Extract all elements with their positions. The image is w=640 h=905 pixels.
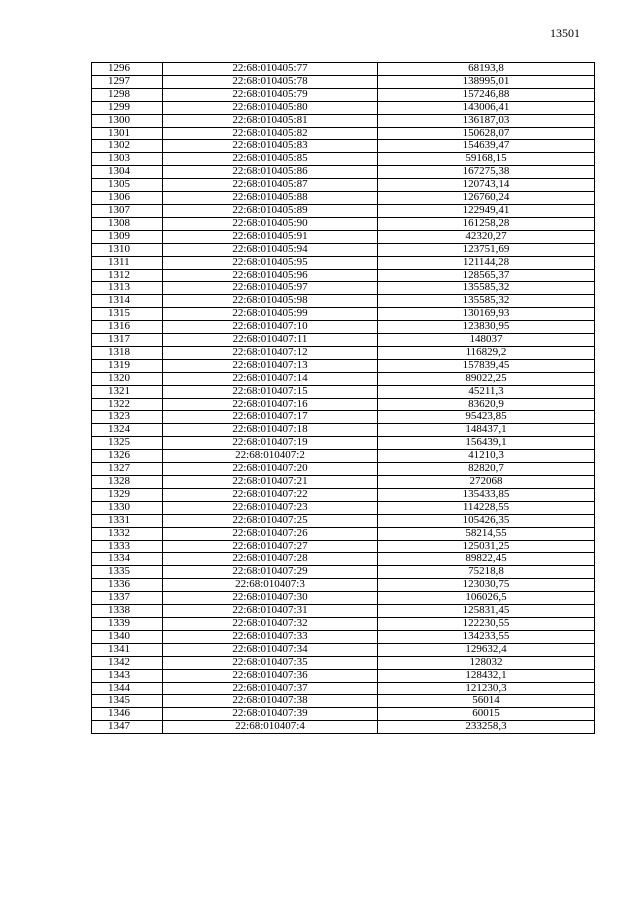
cadastral-number-cell: 22:68:010405:94 [163,243,378,256]
cadastral-number-cell: 22:68:010407:36 [163,669,378,682]
table-row [92,488,595,501]
cadastral-number-cell: 22:68:010407:34 [163,643,378,656]
table-row [92,656,595,669]
value-cell: 154639,47 [378,140,595,153]
row-number-cell: 1333 [92,540,163,553]
value-cell: 156439,1 [378,437,595,450]
row-number-cell: 1306 [92,192,163,205]
row-number-cell: 1299 [92,101,163,114]
row-number-cell: 1317 [92,334,163,347]
row-number-cell: 1341 [92,643,163,656]
table-row [92,501,595,514]
cadastral-number-cell: 22:68:010407:15 [163,385,378,398]
cadastral-number-cell: 22:68:010405:90 [163,217,378,230]
value-cell: 82820,7 [378,463,595,476]
value-cell: 123751,69 [378,243,595,256]
table-row [92,450,595,463]
value-cell: 114228,55 [378,501,595,514]
table-row [92,63,595,76]
cadastral-number-cell: 22:68:010407:19 [163,437,378,450]
table-body [92,63,595,734]
row-number-cell: 1343 [92,669,163,682]
row-number-cell: 1318 [92,346,163,359]
cadastral-number-cell: 22:68:010405:96 [163,269,378,282]
table-row [92,463,595,476]
table-row [92,179,595,192]
row-number-cell: 1300 [92,114,163,127]
value-cell: 105426,35 [378,514,595,527]
value-cell: 126760,24 [378,192,595,205]
value-cell: 143006,41 [378,101,595,114]
cadastral-number-cell: 22:68:010407:29 [163,566,378,579]
cadastral-number-cell: 22:68:010407:27 [163,540,378,553]
table-row [92,75,595,88]
cadastral-number-cell: 22:68:010407:38 [163,695,378,708]
table-row [92,437,595,450]
cadastral-number-cell: 22:68:010405:97 [163,282,378,295]
cadastral-number-cell: 22:68:010407:17 [163,411,378,424]
row-number-cell: 1324 [92,424,163,437]
row-number-cell: 1307 [92,204,163,217]
table-row [92,269,595,282]
value-cell: 58214,55 [378,527,595,540]
row-number-cell: 1326 [92,450,163,463]
row-number-cell: 1340 [92,630,163,643]
cadastral-number-cell: 22:68:010407:35 [163,656,378,669]
row-number-cell: 1319 [92,359,163,372]
table-row [92,217,595,230]
value-cell: 95423,85 [378,411,595,424]
value-cell: 129632,4 [378,643,595,656]
page-number: 13501 [550,26,580,40]
cadastral-number-cell: 22:68:010405:80 [163,101,378,114]
row-number-cell: 1336 [92,579,163,592]
row-number-cell: 1308 [92,217,163,230]
cadastral-number-cell: 22:68:010407:26 [163,527,378,540]
cadastral-number-cell: 22:68:010407:39 [163,708,378,721]
cadastral-number-cell: 22:68:010407:21 [163,476,378,489]
table-row [92,708,595,721]
row-number-cell: 1323 [92,411,163,424]
row-number-cell: 1337 [92,592,163,605]
row-number-cell: 1345 [92,695,163,708]
row-number-cell: 1315 [92,308,163,321]
cadastral-number-cell: 22:68:010407:14 [163,372,378,385]
table-row [92,308,595,321]
cadastral-number-cell: 22:68:010405:95 [163,256,378,269]
table-row [92,669,595,682]
table-row [92,695,595,708]
value-cell: 120743,14 [378,179,595,192]
value-cell: 130169,93 [378,308,595,321]
cadastral-number-cell: 22:68:010407:33 [163,630,378,643]
row-number-cell: 1314 [92,295,163,308]
value-cell: 157839,45 [378,359,595,372]
cadastral-number-cell: 22:68:010407:22 [163,488,378,501]
table-row [92,295,595,308]
row-number-cell: 1328 [92,476,163,489]
cadastral-number-cell: 22:68:010407:12 [163,346,378,359]
cadastral-number-cell: 22:68:010407:2 [163,450,378,463]
row-number-cell: 1320 [92,372,163,385]
table-row [92,359,595,372]
row-number-cell: 1339 [92,617,163,630]
row-number-cell: 1311 [92,256,163,269]
cadastral-number-cell: 22:68:010407:28 [163,553,378,566]
table-row [92,256,595,269]
cadastral-number-cell: 22:68:010407:30 [163,592,378,605]
row-number-cell: 1305 [92,179,163,192]
row-number-cell: 1298 [92,88,163,101]
row-number-cell: 1322 [92,398,163,411]
cadastral-number-cell: 22:68:010405:86 [163,166,378,179]
row-number-cell: 1297 [92,75,163,88]
cadastral-number-cell: 22:68:010405:82 [163,127,378,140]
value-cell: 161258,28 [378,217,595,230]
table-row [92,88,595,101]
cadastral-number-cell: 22:68:010407:32 [163,617,378,630]
value-cell: 128032 [378,656,595,669]
table-row [92,140,595,153]
row-number-cell: 1330 [92,501,163,514]
row-number-cell: 1332 [92,527,163,540]
cadastral-number-cell: 22:68:010405:83 [163,140,378,153]
table-row [92,579,595,592]
value-cell: 134233,55 [378,630,595,643]
value-cell: 167275,38 [378,166,595,179]
table-row [92,101,595,114]
row-number-cell: 1329 [92,488,163,501]
value-cell: 122949,41 [378,204,595,217]
value-cell: 148437,1 [378,424,595,437]
table-row [92,153,595,166]
value-cell: 121144,28 [378,256,595,269]
table-row [92,321,595,334]
cadastral-number-cell: 22:68:010407:20 [163,463,378,476]
table-row [92,166,595,179]
value-cell: 106026,5 [378,592,595,605]
value-cell: 233258,3 [378,721,595,734]
row-number-cell: 1301 [92,127,163,140]
value-cell: 123030,75 [378,579,595,592]
value-cell: 121230,3 [378,682,595,695]
cadastral-number-cell: 22:68:010407:37 [163,682,378,695]
table-row [92,204,595,217]
table-row [92,127,595,140]
row-number-cell: 1309 [92,230,163,243]
table-row [92,566,595,579]
row-number-cell: 1316 [92,321,163,334]
table-row [92,592,595,605]
cadastral-number-cell: 22:68:010407:11 [163,334,378,347]
cadastral-number-cell: 22:68:010407:25 [163,514,378,527]
table-row [92,514,595,527]
cadastral-number-cell: 22:68:010407:4 [163,721,378,734]
row-number-cell: 1296 [92,63,163,76]
row-number-cell: 1321 [92,385,163,398]
value-cell: 41210,3 [378,450,595,463]
cadastral-number-cell: 22:68:010405:88 [163,192,378,205]
value-cell: 125031,25 [378,540,595,553]
table-row [92,114,595,127]
table-row [92,346,595,359]
cadastral-table [91,62,595,734]
table-row [92,424,595,437]
cadastral-number-cell: 22:68:010405:79 [163,88,378,101]
table-row [92,540,595,553]
value-cell: 56014 [378,695,595,708]
cadastral-number-cell: 22:68:010405:99 [163,308,378,321]
table-row [92,643,595,656]
value-cell: 75218,8 [378,566,595,579]
row-number-cell: 1327 [92,463,163,476]
row-number-cell: 1335 [92,566,163,579]
cadastral-number-cell: 22:68:010407:3 [163,579,378,592]
value-cell: 59168,15 [378,153,595,166]
table-row [92,334,595,347]
value-cell: 128432,1 [378,669,595,682]
cadastral-number-cell: 22:68:010405:77 [163,63,378,76]
cadastral-number-cell: 22:68:010407:13 [163,359,378,372]
table-row [92,398,595,411]
value-cell: 89022,25 [378,372,595,385]
table-row [92,243,595,256]
table-row [92,411,595,424]
cadastral-number-cell: 22:68:010405:81 [163,114,378,127]
row-number-cell: 1313 [92,282,163,295]
value-cell: 135433,85 [378,488,595,501]
row-number-cell: 1310 [92,243,163,256]
row-number-cell: 1344 [92,682,163,695]
value-cell: 60015 [378,708,595,721]
cadastral-number-cell: 22:68:010407:16 [163,398,378,411]
value-cell: 138995,01 [378,75,595,88]
value-cell: 42320,27 [378,230,595,243]
table-row [92,476,595,489]
table-row [92,527,595,540]
cadastral-number-cell: 22:68:010407:10 [163,321,378,334]
row-number-cell: 1325 [92,437,163,450]
row-number-cell: 1334 [92,553,163,566]
row-number-cell: 1302 [92,140,163,153]
cadastral-number-cell: 22:68:010407:23 [163,501,378,514]
value-cell: 157246,88 [378,88,595,101]
value-cell: 125831,45 [378,605,595,618]
table-row [92,282,595,295]
value-cell: 148037 [378,334,595,347]
row-number-cell: 1347 [92,721,163,734]
table-row [92,617,595,630]
cadastral-number-cell: 22:68:010405:91 [163,230,378,243]
table-row [92,721,595,734]
value-cell: 150628,07 [378,127,595,140]
value-cell: 135585,32 [378,282,595,295]
value-cell: 89822,45 [378,553,595,566]
value-cell: 128565,37 [378,269,595,282]
cadastral-number-cell: 22:68:010407:31 [163,605,378,618]
cadastral-number-cell: 22:68:010405:98 [163,295,378,308]
row-number-cell: 1331 [92,514,163,527]
row-number-cell: 1346 [92,708,163,721]
value-cell: 122230,55 [378,617,595,630]
value-cell: 135585,32 [378,295,595,308]
value-cell: 116829,2 [378,346,595,359]
value-cell: 123830,95 [378,321,595,334]
row-number-cell: 1304 [92,166,163,179]
cadastral-number-cell: 22:68:010405:89 [163,204,378,217]
table-row [92,630,595,643]
table-row [92,553,595,566]
cadastral-number-cell: 22:68:010407:18 [163,424,378,437]
table-row [92,230,595,243]
cadastral-number-cell: 22:68:010405:87 [163,179,378,192]
table-row [92,682,595,695]
row-number-cell: 1312 [92,269,163,282]
cadastral-number-cell: 22:68:010405:85 [163,153,378,166]
value-cell: 272068 [378,476,595,489]
cadastral-number-cell: 22:68:010405:78 [163,75,378,88]
row-number-cell: 1338 [92,605,163,618]
value-cell: 83620,9 [378,398,595,411]
row-number-cell: 1303 [92,153,163,166]
value-cell: 68193,8 [378,63,595,76]
table-row [92,605,595,618]
table-row [92,192,595,205]
row-number-cell: 1342 [92,656,163,669]
table-row [92,372,595,385]
table-row [92,385,595,398]
value-cell: 136187,03 [378,114,595,127]
value-cell: 45211,3 [378,385,595,398]
